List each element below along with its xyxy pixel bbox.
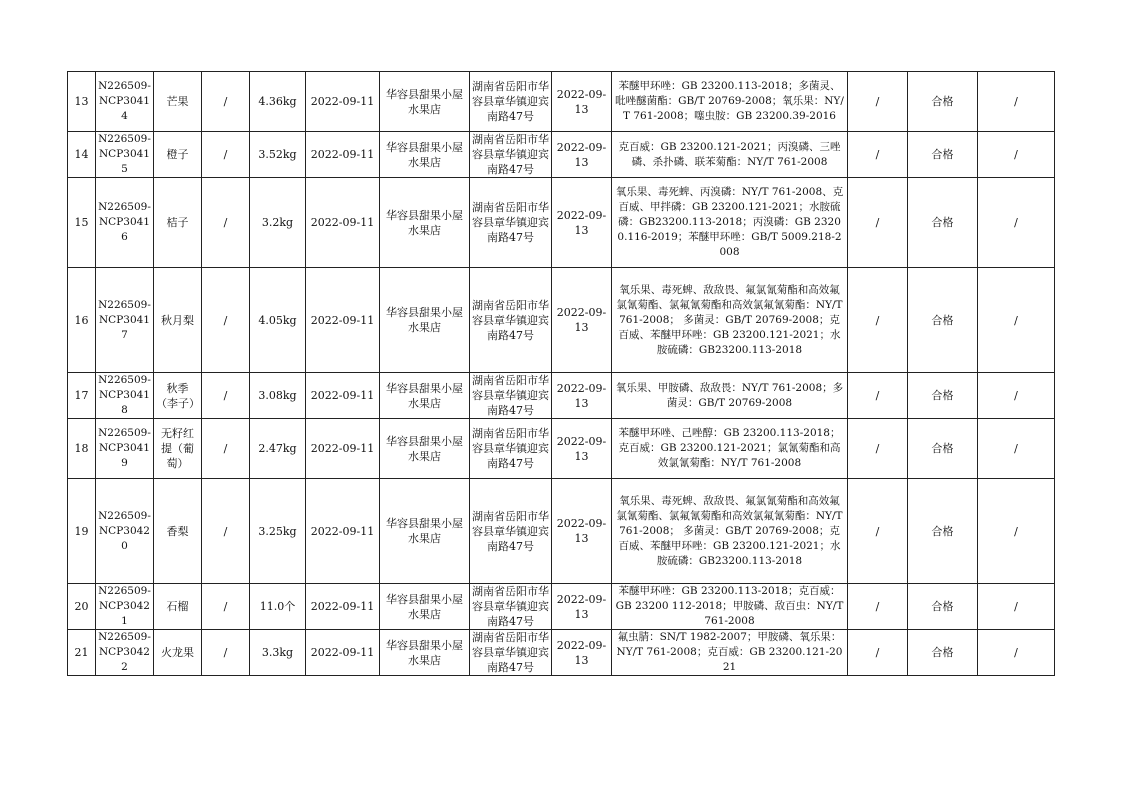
- result: 合格: [908, 178, 978, 268]
- sample-quantity: 4.05kg: [250, 268, 306, 373]
- sample-name: 无籽红提（葡萄）: [154, 419, 202, 479]
- blank-cell: /: [978, 72, 1055, 132]
- store-name: 华容县甜果小屋水果店: [380, 268, 470, 373]
- sampling-date: 2022-09-11: [306, 584, 380, 630]
- sample-code: N226509-NCP30417: [96, 268, 154, 373]
- test-standards: 苯醚甲环唑：GB 23200.113-2018；克百威：GB 23200 112-2018；甲胺磷、敌百虫：NY/T761-2008: [612, 584, 848, 630]
- blank-cell: /: [978, 419, 1055, 479]
- sample-code: N226509-NCP30420: [96, 479, 154, 584]
- result: 合格: [908, 584, 978, 630]
- sample-name: 石榴: [154, 584, 202, 630]
- row-number: 15: [68, 178, 96, 268]
- sample-name: 橙子: [154, 132, 202, 178]
- test-standards: 氧乐果、毒死蜱、敌敌畏、氟氯氰菊酯和高效氟氯氰菊酯、氯氟氰菊酯和高效氯氟氰菊酯：NY/T 761-2008； 多菌灵：GB/T 20769-2008；克百威、苯醚甲环唑：GB 23200.121-2021；水胺硫磷：GB23200.113-2018: [612, 479, 848, 584]
- receive-date: 2022-09-13: [552, 630, 612, 676]
- sample-name: 火龙果: [154, 630, 202, 676]
- test-standards: 苯醚甲环唑：GB 23200.113-2018；多菌灵、吡唑醚菌酯：GB/T 20769-2008；氧乐果：NY/T 761-2008；噻虫胺：GB 23200.39-2016: [612, 72, 848, 132]
- sampling-date: 2022-09-11: [306, 268, 380, 373]
- row-number: 20: [68, 584, 96, 630]
- table-row: [68, 373, 1055, 419]
- test-standards: 氟虫腈：SN/T 1982-2007；甲胺磷、氧乐果：NY/T 761-2008；克百威：GB 23200.121-2021: [612, 630, 848, 676]
- test-standards: 氧乐果、毒死蜱、敌敌畏、氟氯氰菊酯和高效氟氯氰菊酯、氯氟氰菊酯和高效氯氟氰菊酯：NY/T 761-2008； 多菌灵：GB/T 20769-2008；克百威、苯醚甲环唑：GB 23200.121-2021；水胺硫磷：GB23200.113-2018: [612, 268, 848, 373]
- sample-quantity: 3.2kg: [250, 178, 306, 268]
- test-standards: 克百威：GB 23200.121-2021；丙溴磷、三唑磷、杀扑磷、联苯菊酯：NY/T 761-2008: [612, 132, 848, 178]
- blank-cell: /: [848, 373, 908, 419]
- store-name: 华容县甜果小屋水果店: [380, 584, 470, 630]
- row-number: 21: [68, 630, 96, 676]
- store-address: 湖南省岳阳市华容县章华镇迎宾南路47号: [470, 419, 552, 479]
- table-row: [68, 584, 1055, 630]
- blank-cell: /: [848, 419, 908, 479]
- blank-cell: /: [202, 630, 250, 676]
- table-row: [68, 268, 1055, 373]
- receive-date: 2022-09-13: [552, 373, 612, 419]
- blank-cell: /: [202, 479, 250, 584]
- sampling-date: 2022-09-11: [306, 178, 380, 268]
- store-name: 华容县甜果小屋水果店: [380, 373, 470, 419]
- sample-name: 桔子: [154, 178, 202, 268]
- sample-quantity: 3.52kg: [250, 132, 306, 178]
- sampling-date: 2022-09-11: [306, 72, 380, 132]
- table-row: [68, 630, 1055, 676]
- inspection-table: [67, 71, 1055, 676]
- sample-quantity: 11.0个: [250, 584, 306, 630]
- sample-name: 秋月梨: [154, 268, 202, 373]
- blank-cell: /: [978, 268, 1055, 373]
- store-name: 华容县甜果小屋水果店: [380, 178, 470, 268]
- test-standards: 氧乐果、甲胺磷、敌敌畏：NY/T 761-2008；多菌灵：GB/T 20769-2008: [612, 373, 848, 419]
- sample-code: N226509-NCP30416: [96, 178, 154, 268]
- row-number: 16: [68, 268, 96, 373]
- store-name: 华容县甜果小屋水果店: [380, 419, 470, 479]
- sampling-date: 2022-09-11: [306, 419, 380, 479]
- receive-date: 2022-09-13: [552, 72, 612, 132]
- result: 合格: [908, 132, 978, 178]
- store-address: 湖南省岳阳市华容县章华镇迎宾南路47号: [470, 630, 552, 676]
- blank-cell: /: [848, 178, 908, 268]
- blank-cell: /: [202, 268, 250, 373]
- store-address: 湖南省岳阳市华容县章华镇迎宾南路47号: [470, 72, 552, 132]
- result: 合格: [908, 630, 978, 676]
- row-number: 18: [68, 419, 96, 479]
- receive-date: 2022-09-13: [552, 268, 612, 373]
- blank-cell: /: [848, 132, 908, 178]
- receive-date: 2022-09-13: [552, 419, 612, 479]
- sample-name: 香梨: [154, 479, 202, 584]
- row-number: 19: [68, 479, 96, 584]
- store-address: 湖南省岳阳市华容县章华镇迎宾南路47号: [470, 268, 552, 373]
- sampling-date: 2022-09-11: [306, 132, 380, 178]
- table-row: [68, 479, 1055, 584]
- result: 合格: [908, 373, 978, 419]
- result: 合格: [908, 72, 978, 132]
- receive-date: 2022-09-13: [552, 132, 612, 178]
- sampling-date: 2022-09-11: [306, 479, 380, 584]
- result: 合格: [908, 419, 978, 479]
- blank-cell: /: [202, 132, 250, 178]
- sample-code: N226509-NCP30422: [96, 630, 154, 676]
- blank-cell: /: [202, 178, 250, 268]
- blank-cell: /: [848, 268, 908, 373]
- row-number: 17: [68, 373, 96, 419]
- result: 合格: [908, 268, 978, 373]
- blank-cell: /: [202, 373, 250, 419]
- blank-cell: /: [848, 630, 908, 676]
- blank-cell: /: [202, 72, 250, 132]
- sample-quantity: 3.3kg: [250, 630, 306, 676]
- table-row: [68, 72, 1055, 132]
- store-address: 湖南省岳阳市华容县章华镇迎宾南路47号: [470, 178, 552, 268]
- sample-code: N226509-NCP30421: [96, 584, 154, 630]
- table-row: [68, 178, 1055, 268]
- blank-cell: /: [848, 584, 908, 630]
- store-name: 华容县甜果小屋水果店: [380, 72, 470, 132]
- blank-cell: /: [202, 584, 250, 630]
- sample-quantity: 4.36kg: [250, 72, 306, 132]
- test-standards: 苯醚甲环唑、己唑醇：GB 23200.113-2018；克百威：GB 23200.121-2021；氯氰菊酯和高效氯氰菊酯：NY/T 761-2008: [612, 419, 848, 479]
- blank-cell: /: [978, 630, 1055, 676]
- receive-date: 2022-09-13: [552, 178, 612, 268]
- table-row: [68, 419, 1055, 479]
- blank-cell: /: [202, 419, 250, 479]
- store-address: 湖南省岳阳市华容县章华镇迎宾南路47号: [470, 132, 552, 178]
- sampling-date: 2022-09-11: [306, 373, 380, 419]
- blank-cell: /: [978, 132, 1055, 178]
- sample-quantity: 3.25kg: [250, 479, 306, 584]
- sample-code: N226509-NCP30418: [96, 373, 154, 419]
- blank-cell: /: [978, 178, 1055, 268]
- blank-cell: /: [978, 479, 1055, 584]
- store-name: 华容县甜果小屋水果店: [380, 630, 470, 676]
- sample-name: 秋季（李子）: [154, 373, 202, 419]
- receive-date: 2022-09-13: [552, 584, 612, 630]
- table-row: [68, 132, 1055, 178]
- blank-cell: /: [848, 72, 908, 132]
- sample-code: N226509-NCP30415: [96, 132, 154, 178]
- blank-cell: /: [978, 373, 1055, 419]
- test-standards: 氧乐果、毒死蜱、丙溴磷：NY/T 761-2008、克百威、甲拌磷：GB 23200.121-2021；水胺硫磷：GB23200.113-2018；丙溴磷：GB 23200.116-2019；苯醚甲环唑：GB/T 5009.218-2008: [612, 178, 848, 268]
- store-address: 湖南省岳阳市华容县章华镇迎宾南路47号: [470, 479, 552, 584]
- store-name: 华容县甜果小屋水果店: [380, 479, 470, 584]
- sample-code: N226509-NCP30419: [96, 419, 154, 479]
- sample-quantity: 3.08kg: [250, 373, 306, 419]
- sample-quantity: 2.47kg: [250, 419, 306, 479]
- store-address: 湖南省岳阳市华容县章华镇迎宾南路47号: [470, 584, 552, 630]
- row-number: 13: [68, 72, 96, 132]
- store-name: 华容县甜果小屋水果店: [380, 132, 470, 178]
- result: 合格: [908, 479, 978, 584]
- sample-code: N226509-NCP30414: [96, 72, 154, 132]
- sample-name: 芒果: [154, 72, 202, 132]
- store-address: 湖南省岳阳市华容县章华镇迎宾南路47号: [470, 373, 552, 419]
- blank-cell: /: [848, 479, 908, 584]
- receive-date: 2022-09-13: [552, 479, 612, 584]
- row-number: 14: [68, 132, 96, 178]
- sampling-date: 2022-09-11: [306, 630, 380, 676]
- blank-cell: /: [978, 584, 1055, 630]
